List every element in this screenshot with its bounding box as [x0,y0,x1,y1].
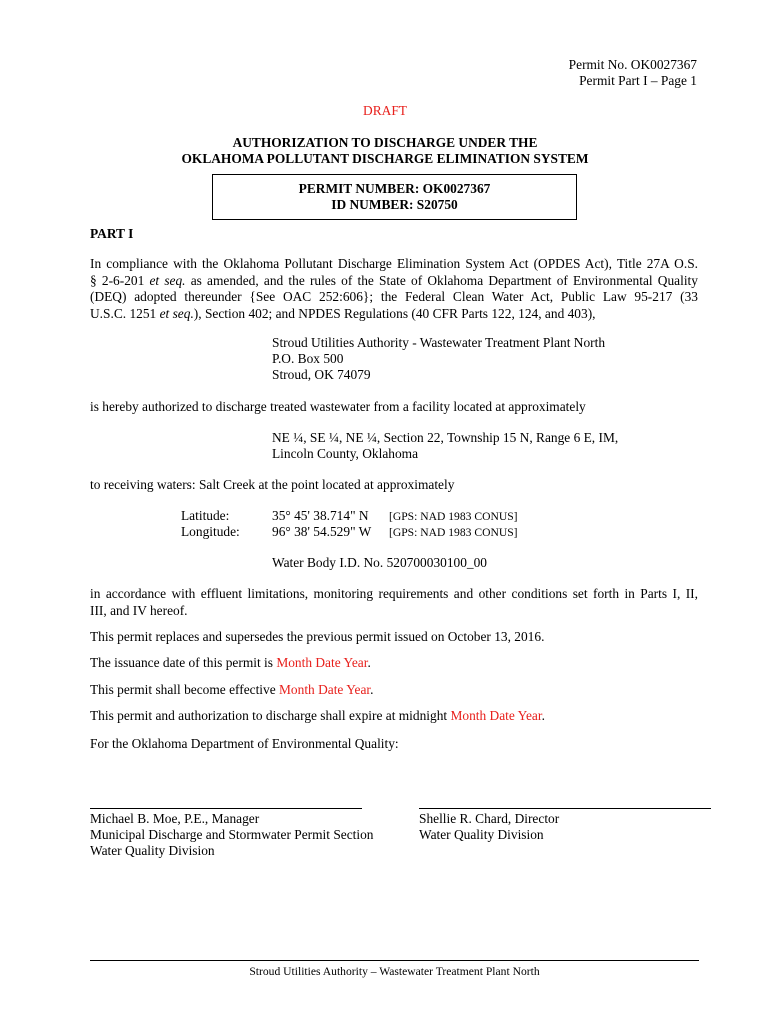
compliance-line-1: In compliance with the Oklahoma Pollutant Discharge Elimination System Act (OPDES Act), Title 27A O.S. [90,256,698,271]
expire-prefix: This permit and authorization to discharge shall expire at midnight [90,708,451,723]
title-line-2: OKLAHOMA POLLUTANT DISCHARGE ELIMINATION SYSTEM [181,151,589,166]
footer-rule [90,960,699,961]
replaces-statement: This permit replaces and supersedes the previous permit issued on October 13, 2016. [90,629,545,644]
compliance-line-2 [90,273,698,290]
effective-statement [90,682,374,699]
left-signatory-name: Michael B. Moe, P.E., Manager [90,811,260,826]
compliance-text: ), Section 402; and NPDES Regulations (40 CFR Parts 122, 124, and 403), [193,305,596,321]
longitude-label: Longitude: [181,524,240,539]
authorized-text: is hereby authorized to discharge treated wastewater from a facility located at approximately [90,399,586,414]
permit-number-header: Permit No. OK0027367 [568,57,697,72]
facility-location-line-1: NE ¼, SE ¼, NE ¼, Section 22, Township 15 N, Range 6 E, IM, [272,430,619,445]
left-signatory-section: Municipal Discharge and Stormwater Permit Section [90,827,374,842]
latitude-label: Latitude: [181,508,230,523]
permittee-name: Stroud Utilities Authority - Wastewater Treatment Plant North [272,335,606,350]
latitude-value: 35° 45' 38.714" N [272,508,369,523]
permit-number-value: PERMIT NUMBER: OK0027367 [298,181,491,196]
issuance-statement [90,655,371,672]
draft-label: DRAFT [363,103,407,118]
et-seq-italic: et seq. [159,305,194,321]
effective-suffix: . [370,682,374,697]
part-heading: PART I [90,226,134,241]
effluent-paragraph [90,586,698,619]
compliance-text: U.S.C. 1251 [90,305,160,321]
expire-suffix: . [541,708,545,723]
footer-text: Stroud Utilities Authority – Wastewater Treatment Plant North [249,965,540,978]
latitude-gps: [GPS: NAD 1983 CONUS] [389,510,518,523]
longitude-gps: [GPS: NAD 1983 CONUS] [389,526,518,539]
compliance-text: § 2-6-201 [90,272,150,288]
issuance-date-placeholder: Month Date Year [276,655,368,670]
compliance-paragraph [90,256,698,322]
et-seq-italic: et seq. [149,272,186,288]
for-department-text: For the Oklahoma Department of Environmental Quality: [90,736,399,751]
page-number-header: Permit Part I – Page 1 [579,73,697,88]
longitude-value: 96° 38' 54.529" W [272,524,372,539]
receiving-waters-text: to receiving waters: Salt Creek at the point located at approximately [90,477,455,492]
compliance-text: as amended, and the rules of the State of Oklahoma Department of Environmental Quality [185,272,698,288]
permittee-address-1: P.O. Box 500 [272,351,344,366]
title-line-1: AUTHORIZATION TO DISCHARGE UNDER THE [232,135,538,150]
id-number-value: ID NUMBER: S20750 [331,197,458,212]
effective-prefix: This permit shall become effective [90,682,280,697]
effluent-line-2: III, and IV hereof. [90,602,188,618]
expiration-statement [90,708,545,725]
signature-line-left [90,808,362,809]
issuance-suffix: . [367,655,371,670]
water-body-id: Water Body I.D. No. 520700030100_00 [272,555,488,570]
right-signatory-name: Shellie R. Chard, Director [419,811,560,826]
issuance-prefix: The issuance date of this permit is [90,655,277,670]
permittee-address-2: Stroud, OK 74079 [272,367,371,382]
facility-location-line-2: Lincoln County, Oklahoma [272,446,419,461]
expiration-date-placeholder: Month Date Year [450,708,542,723]
compliance-line-4 [90,306,698,323]
left-signatory-division: Water Quality Division [90,843,215,858]
right-signatory-division: Water Quality Division [419,827,544,842]
signature-line-right [419,808,711,809]
compliance-line-3: (DEQ) adopted thereunder {See OAC 252:606}; the Federal Clean Water Act, Public Law 95-217 (33 [90,289,698,304]
effluent-line-1: in accordance with effluent limitations, monitoring requirements and other conditions set forth in Parts I, II, [90,586,698,601]
effective-date-placeholder: Month Date Year [279,682,371,697]
